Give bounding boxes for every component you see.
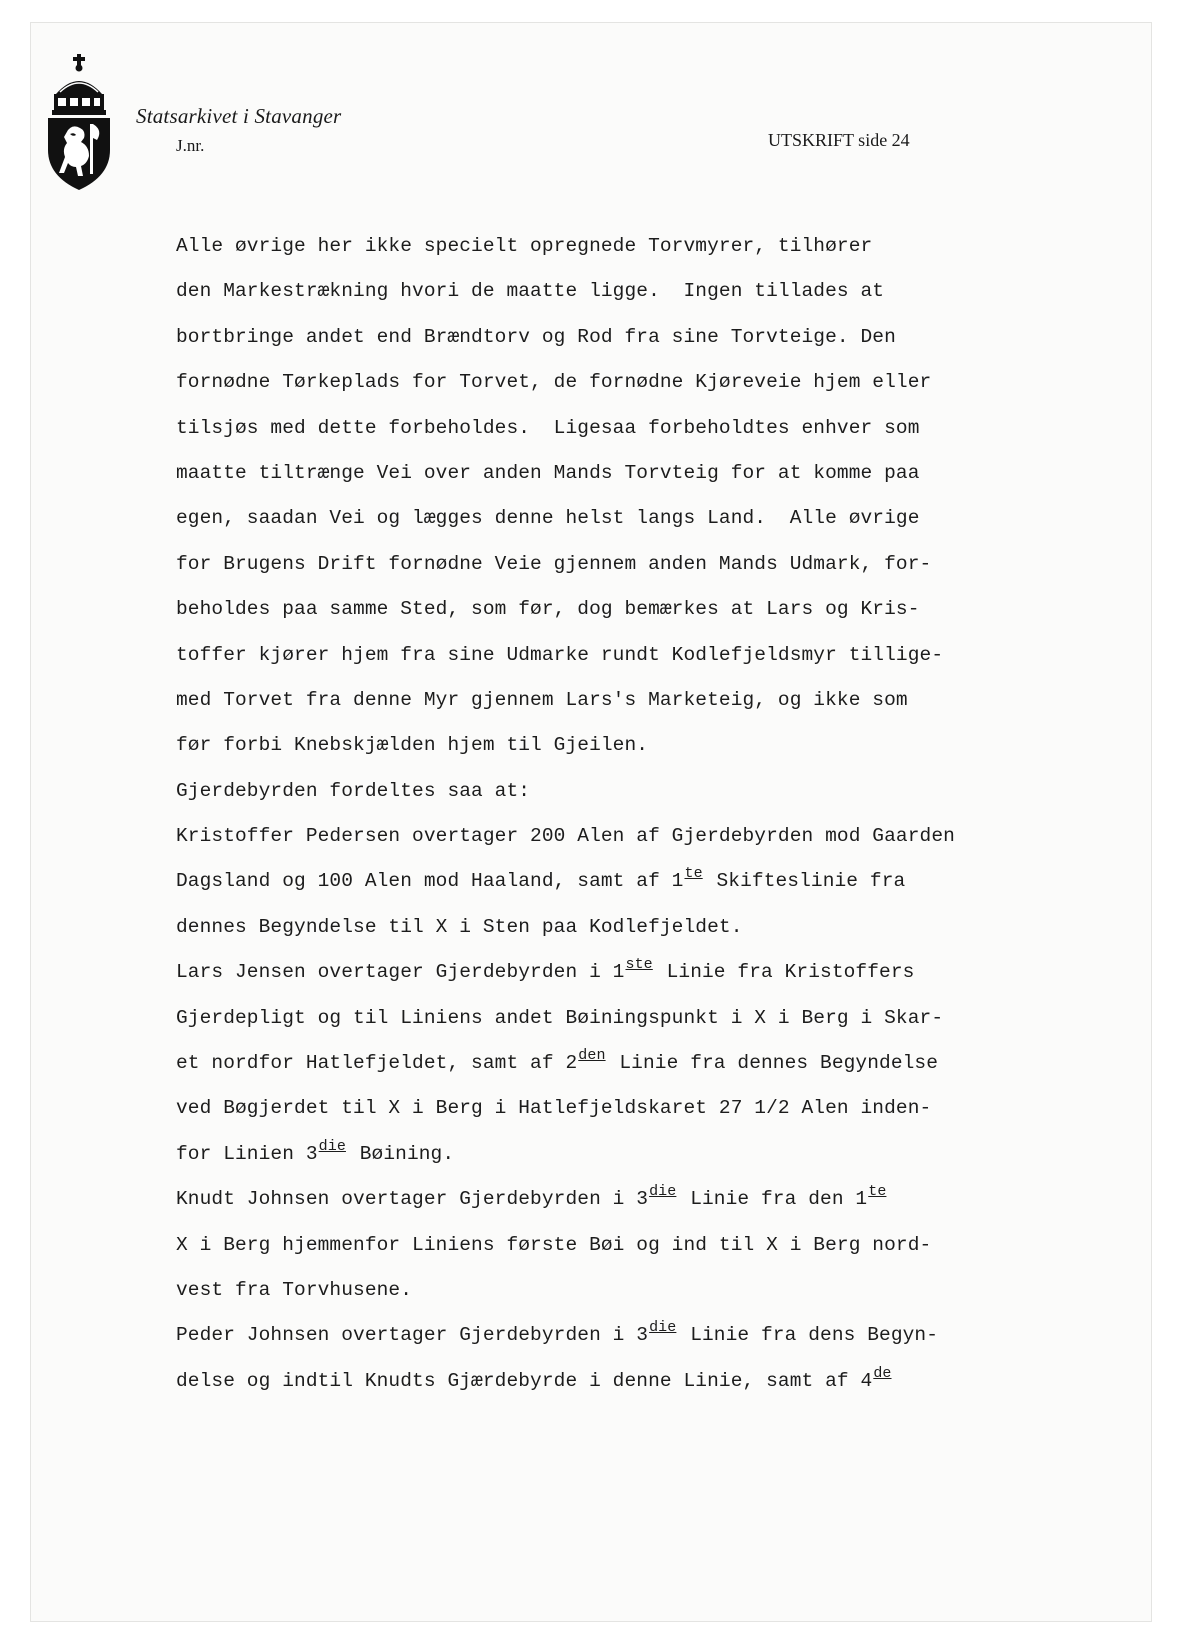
archive-name: Statsarkivet i Stavanger: [136, 104, 342, 128]
text-line: beholdes paa samme Sted, som før, dog bemærkes at Lars og Kris-: [176, 598, 920, 621]
text-line: for Linien $3^{die}$ Bøining.: [176, 1137, 455, 1165]
text-line: før forbi Knebskjælden hjem til Gjeilen.: [176, 734, 649, 757]
text-line: tilsjøs med dette forbeholdes. Ligesaa forbeholdtes enhver som: [176, 416, 920, 439]
text-line: Kristoffer Pedersen overtager 200 Alen af Gjerdebyrden mod Gaarden: [176, 825, 955, 848]
ordinal-suffix: te: [684, 865, 703, 883]
text-line: egen, saadan Vei og lægges denne helst langs Land. Alle øvrige: [176, 507, 920, 530]
text-line: bortbringe andet end Brændtorv og Rod fra sine Torvteige. Den: [176, 325, 896, 348]
text-line: Peder Johnsen overtager Gjerdebyrden i $3^{die}$ Linie fra dens Begyn-: [176, 1319, 939, 1347]
journal-number-label: J.nr.: [176, 136, 205, 155]
page-label: UTSKRIFT side 24: [768, 130, 910, 150]
text-line: Knudt Johnsen overtager Gjerdebyrden i $3^{die}$ Linie fra den $1^{te}$: [176, 1183, 887, 1211]
ordinal-suffix: te: [868, 1183, 887, 1201]
norwegian-coat-of-arms-icon: [46, 54, 112, 190]
text-line: maatte tiltrænge Vei over anden Mands Torvteig for at komme paa: [176, 461, 920, 484]
text-line: Dagsland og 100 Alen mod Haaland, samt af $1^{te}$ Skifteslinie fra: [176, 865, 906, 893]
text-line: et nordfor Hatlefjeldet, samt af $2^{den}$ Linie fra dennes Begyndelse: [176, 1047, 939, 1075]
text-line: dennes Begyndelse til X i Sten paa Kodlefjeldet.: [176, 915, 743, 938]
ordinal-suffix: de: [873, 1364, 892, 1382]
text-line: Gjerdepligt og til Liniens andet Bøiningspunkt i X i Berg i Skar-: [176, 1006, 944, 1029]
text-line: med Torvet fra denne Myr gjennem Lars's Marketeig, og ikke som: [176, 688, 908, 711]
ordinal-suffix: die: [318, 1137, 346, 1155]
text-line: fornødne Tørkeplads for Torvet, de fornødne Kjøreveie hjem eller: [176, 371, 932, 394]
text-line: toffer kjører hjem fra sine Udmarke rundt Kodlefjeldsmyr tillige-: [176, 643, 944, 666]
text-line: den Markestrækning hvori de maatte ligge. Ingen tillades at: [176, 280, 885, 303]
text-line: vest fra Torvhusene.: [176, 1278, 413, 1301]
document-body: [176, 224, 1086, 1404]
text-line: Gjerdebyrden fordeltes saa at:: [176, 779, 531, 802]
text-line: Alle øvrige her ikke specielt opregnede Torvmyrer, tilhører: [176, 235, 873, 257]
text-line: ved Bøgjerdet til X i Berg i Hatlefjeldskaret 27 1/2 Alen inden-: [176, 1097, 932, 1120]
text-line: X i Berg hjemmenfor Liniens første Bøi og ind til X i Berg nord-: [176, 1233, 932, 1256]
ordinal-suffix: den: [578, 1047, 606, 1065]
text-line: for Brugens Drift fornødne Veie gjennem anden Mands Udmark, for-: [176, 552, 932, 575]
ordinal-suffix: die: [649, 1183, 677, 1201]
ordinal-suffix: ste: [625, 956, 653, 974]
text-line: Lars Jensen overtager Gjerdebyrden i 1ste Linie fra Kristoffers: [176, 956, 915, 984]
ordinal-suffix: die: [649, 1319, 677, 1337]
text-line: delse og indtil Knudts Gjærdebyrde i denne Linie, samt af 4de: [176, 1364, 892, 1392]
